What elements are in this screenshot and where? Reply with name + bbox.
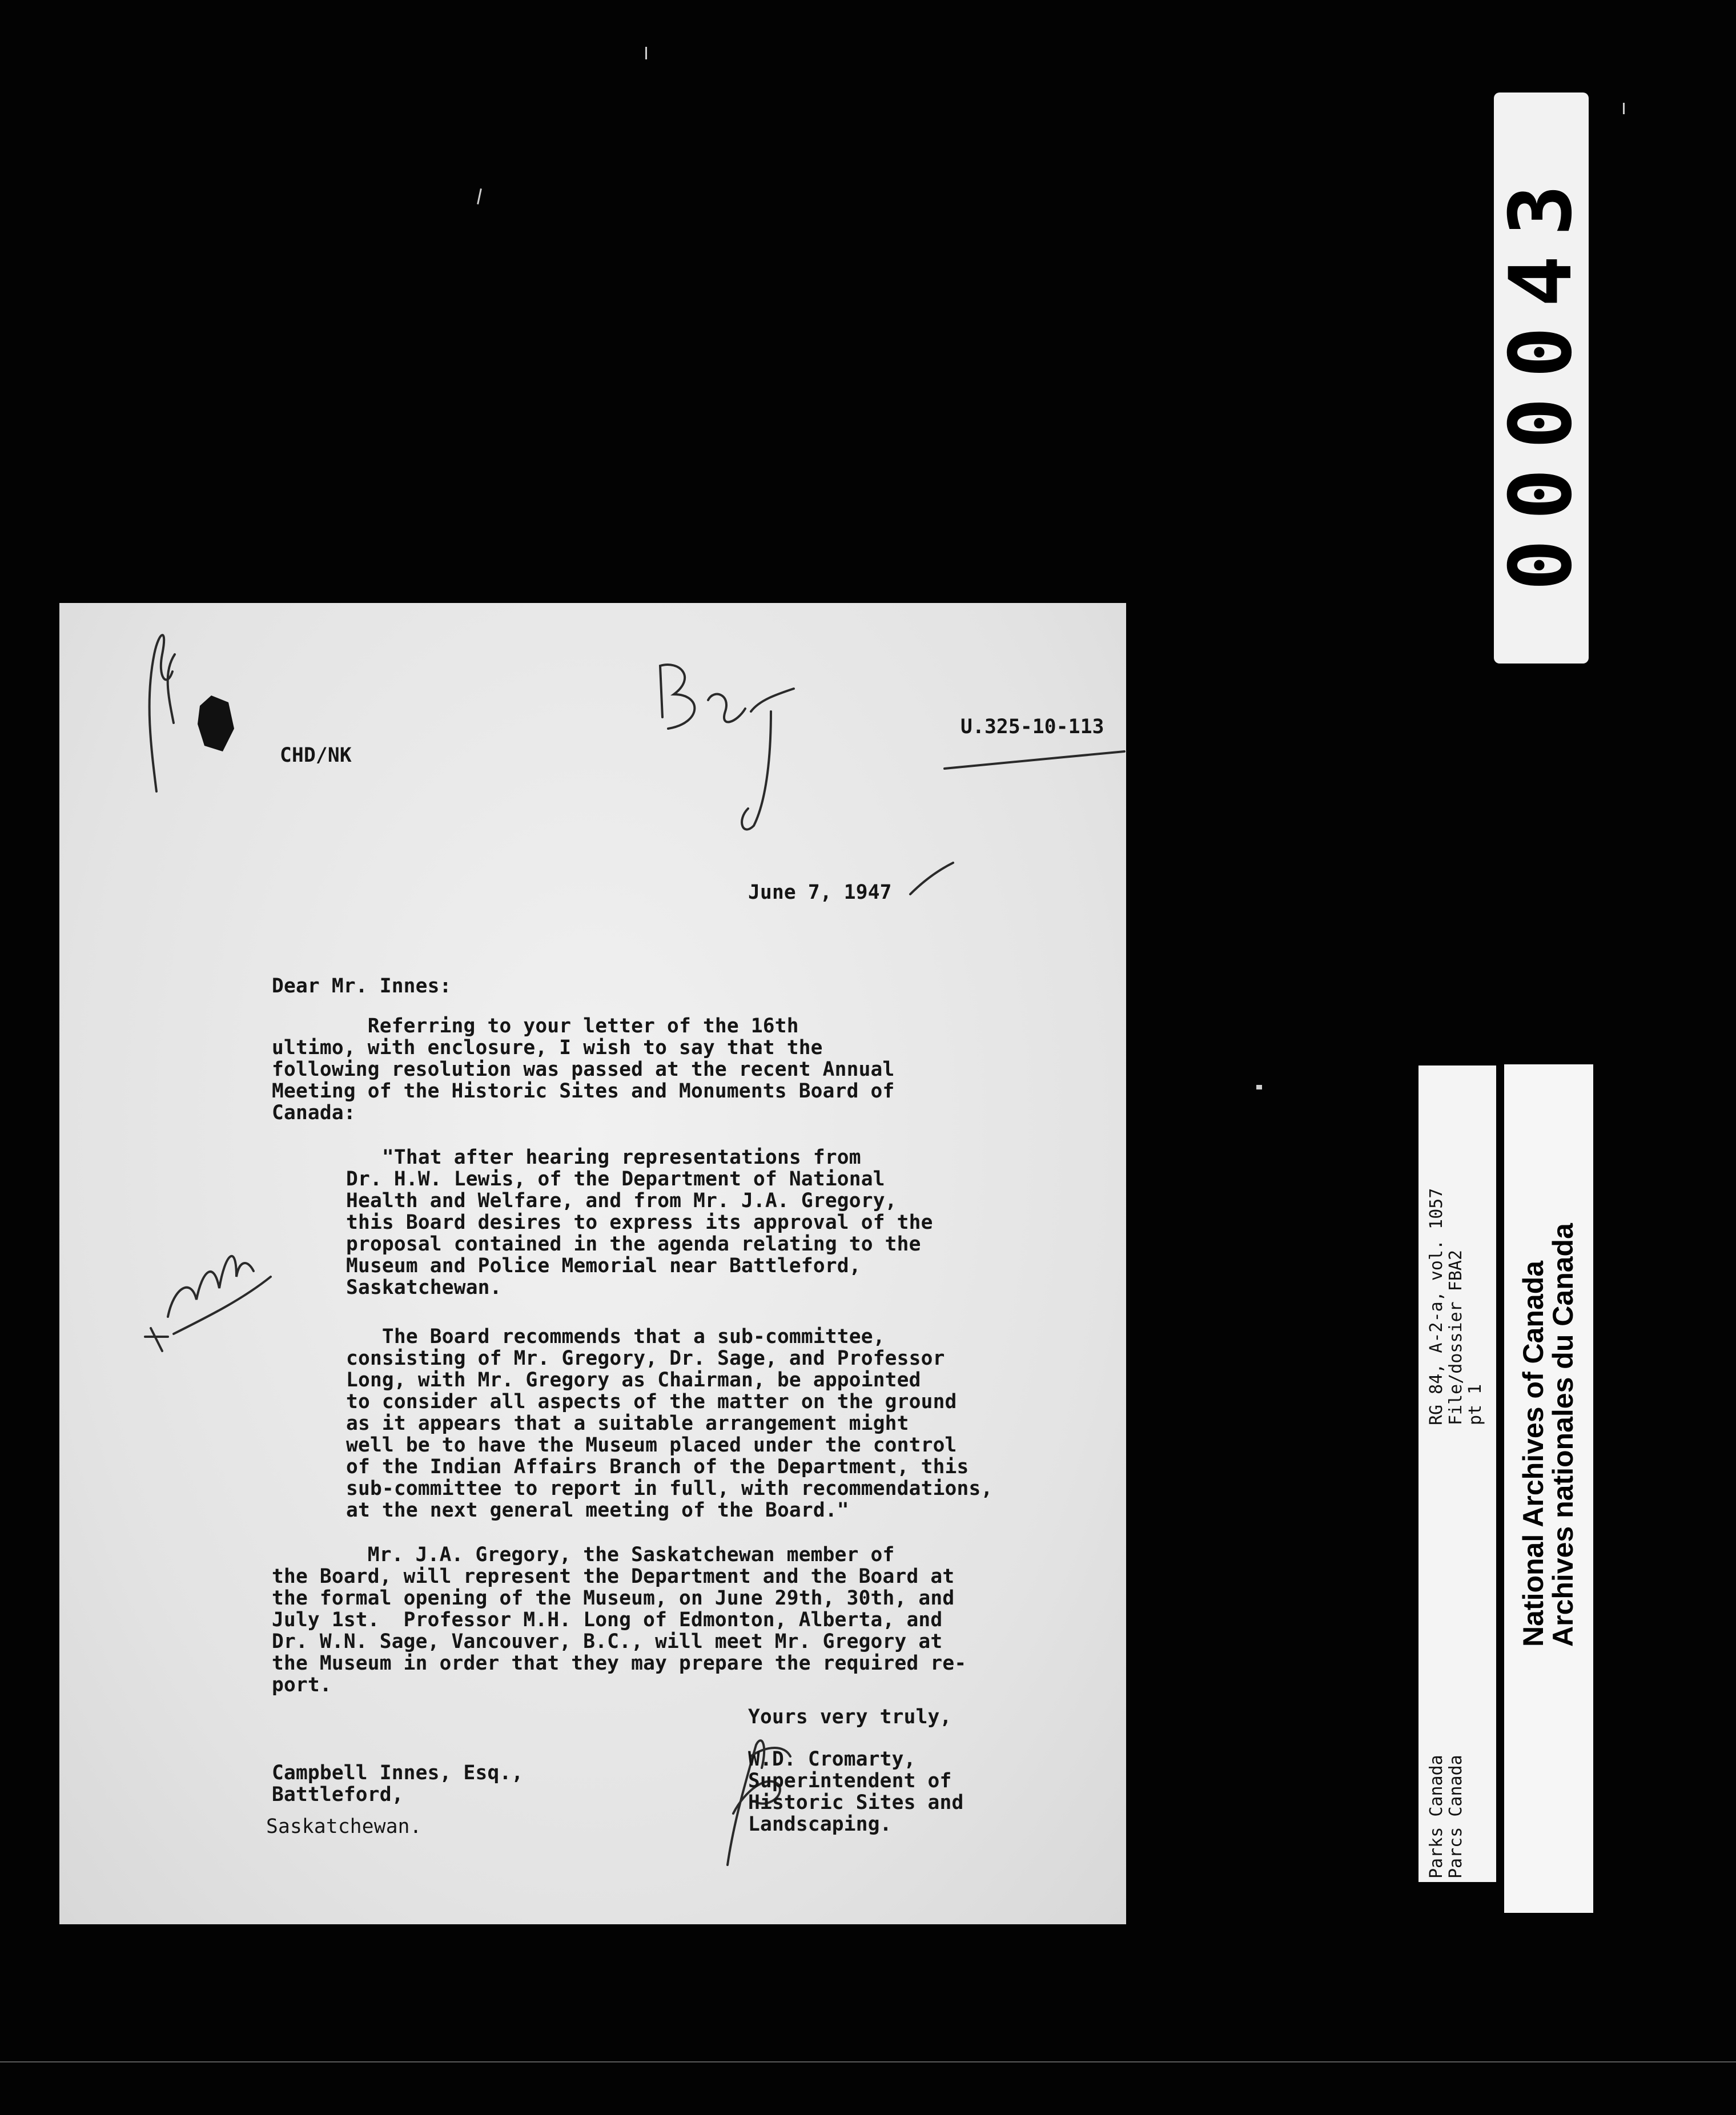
reference-line-1: RG 84, A-2-a, vol. 1057	[1426, 1188, 1446, 1425]
handwritten-bring-up-mark	[640, 654, 811, 843]
text-line: Saskatchewan.	[346, 1276, 502, 1299]
institution-name-fr: Archives nationales du Canada	[1547, 1223, 1579, 1647]
text-line: Canada:	[272, 1101, 356, 1124]
scan-speck	[0, 2061, 1736, 2062]
agency-line-1: Parks Canada	[1426, 1755, 1446, 1879]
scan-speck	[1256, 1085, 1262, 1089]
institution-name-en: National Archives of Canada	[1517, 1260, 1549, 1647]
addressee-province: Saskatchewan.	[266, 1815, 422, 1838]
letter-page	[59, 603, 1126, 1924]
letter-date: June 7, 1947	[748, 881, 892, 904]
text-line: to consider all aspects of the matter on the ground	[346, 1390, 957, 1413]
signatory-name: W.D. Cromarty,	[748, 1748, 916, 1771]
signatory-title-line: Landscaping.	[748, 1813, 892, 1836]
national-archives-label	[1504, 1064, 1593, 1913]
file-number: U.325-10-113	[961, 715, 1104, 738]
scan-speck	[645, 47, 647, 59]
date-checkmark	[905, 860, 956, 900]
text-line: as it appears that a suitable arrangement might	[346, 1412, 909, 1435]
text-line: Mr. J.A. Gregory, the Saskatchewan member of	[272, 1543, 895, 1566]
salutation: Dear Mr. Innes:	[272, 975, 452, 998]
reference-initials: CHD/NK	[280, 744, 352, 767]
archive-reference-label	[1418, 1065, 1496, 1882]
scan-speck	[477, 188, 482, 204]
text-line: this Board desires to express its approval of the	[346, 1211, 933, 1234]
reference-line-2: File/dossier FBA2	[1446, 1249, 1466, 1425]
text-line: the formal opening of the Museum, on June 29th, 30th, and	[272, 1587, 955, 1610]
handwritten-margin-scrawl	[139, 1220, 276, 1368]
text-line: Health and Welfare, and from Mr. J.A. Gregory,	[346, 1189, 897, 1212]
agency-line-2: Parcs Canada	[1446, 1755, 1466, 1879]
text-line: Meeting of the Historic Sites and Monuments Board of	[272, 1080, 895, 1103]
text-line: Dr. H.W. Lewis, of the Department of National	[346, 1168, 885, 1191]
ink-blot-mark	[188, 689, 240, 757]
text-line: Referring to your letter of the 16th	[272, 1015, 799, 1038]
frame-number-strip	[1494, 93, 1589, 664]
text-line: proposal contained in the agenda relating to the	[346, 1233, 921, 1256]
text-line: Dr. W.N. Sage, Vancouver, B.C., will meet Mr. Gregory at	[272, 1630, 943, 1653]
complimentary-close: Yours very truly,	[748, 1706, 952, 1728]
text-line: well be to have the Museum placed under the control	[346, 1434, 957, 1457]
text-line: Long, with Mr. Gregory as Chairman, be appointed	[346, 1369, 921, 1392]
text-line: sub-committee to report in full, with recommendations,	[346, 1477, 993, 1500]
text-line: Museum and Police Memorial near Battleford,	[346, 1254, 861, 1277]
text-line: "That after hearing representations from	[346, 1146, 861, 1169]
text-line: consisting of Mr. Gregory, Dr. Sage, and Professor	[346, 1347, 945, 1370]
text-line: the Board, will represent the Department and the Board at	[272, 1565, 955, 1588]
signatory-title-line: Superintendent of	[748, 1770, 952, 1792]
text-line: ultimo, with enclosure, I wish to say that the	[272, 1036, 823, 1059]
text-line: at the next general meeting of the Board."	[346, 1499, 849, 1522]
text-line: July 1st. Professor M.H. Long of Edmonton, Alberta, and	[272, 1609, 943, 1631]
text-line: port.	[272, 1674, 332, 1696]
scan-speck	[1623, 103, 1625, 114]
text-line: the Museum in order that they may prepare the required re-	[272, 1652, 967, 1675]
addressee-town: Battleford,	[272, 1783, 404, 1806]
reference-line-3: pt 1	[1465, 1384, 1485, 1425]
text-line: following resolution was passed at the recent Annual	[272, 1058, 895, 1081]
text-line: The Board recommends that a sub-committee,	[346, 1325, 885, 1348]
file-number-underline	[939, 746, 1126, 774]
addressee-name: Campbell Innes, Esq.,	[272, 1762, 524, 1784]
frame-number: 000043	[1492, 165, 1591, 591]
signatory-title-line: Historic Sites and	[748, 1791, 964, 1814]
text-line: of the Indian Affairs Branch of the Department, this	[346, 1455, 969, 1478]
